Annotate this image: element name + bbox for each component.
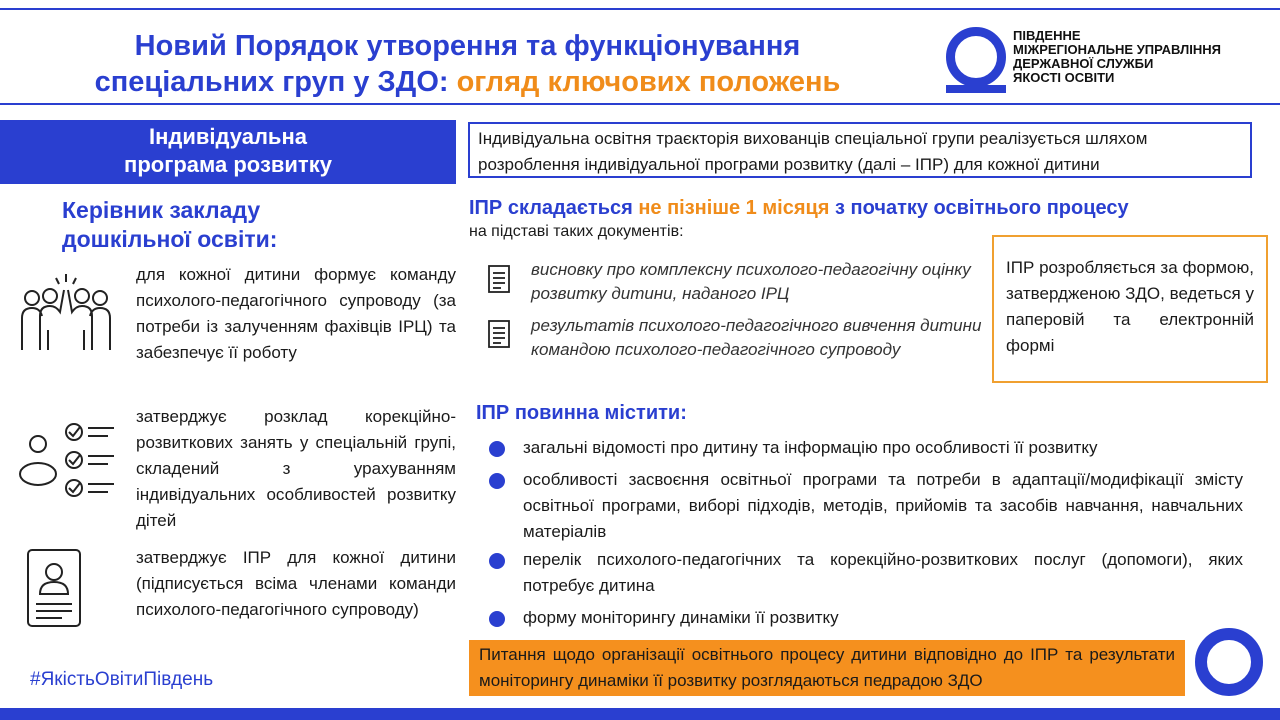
ipr-contents-heading: ІПР повинна містити: bbox=[476, 402, 687, 424]
checklist-icon bbox=[18, 418, 118, 500]
title-line-2-accent: огляд ключових положень bbox=[456, 66, 841, 98]
ipr-title-part: з початку освітнього процесу bbox=[835, 197, 1129, 219]
logo-bar-icon bbox=[946, 85, 1006, 93]
title-line-1: Новий Порядок утворення та функціонування bbox=[134, 30, 801, 62]
ipr-contents-item: загальні відомості про дитину та інформацію про особливості її розвитку bbox=[523, 438, 1098, 457]
bullet-dot bbox=[489, 441, 505, 457]
bullet-dot bbox=[489, 553, 505, 569]
logo-ring-icon bbox=[946, 27, 1006, 87]
ipr-contents-item: форму моніторингу динаміки її розвитку bbox=[523, 608, 839, 627]
document-icon bbox=[484, 263, 514, 295]
brand-ring-icon bbox=[1195, 628, 1263, 696]
org-name bbox=[1013, 29, 1273, 85]
footer-bar bbox=[0, 708, 1280, 720]
section-title-line: програма розвитку bbox=[124, 152, 332, 177]
section-title-line: Індивідуальна bbox=[149, 124, 307, 149]
ipr-subheading: на підставі таких документів: bbox=[469, 223, 684, 240]
ipr-deadline-heading bbox=[469, 196, 1269, 220]
director-duty-schedule: затверджує розклад корекційно-розвиткових занять у спеціальній групі, складений з урахуванням індивідуальних особливостей розвитку дітей bbox=[136, 407, 456, 530]
title-line-2-main: спеціальних груп у ЗДО: bbox=[94, 66, 449, 98]
pedagogical-council-note: Питання щодо організації освітнього процесу дитини відповідно до ІПР та результати моніторингу динаміки її розвитку розглядаються педрадою ЗДО bbox=[469, 640, 1185, 696]
title-line-2 bbox=[0, 64, 935, 100]
director-duty-team: для кожної дитини формує команду психолого-педагогічного супроводу (за потреби із залученням фахівців ІРЦ) та забезпечує її роботу bbox=[136, 265, 456, 362]
profile-card-icon bbox=[26, 548, 82, 628]
document-item: висновку про комплексну психолого-педагогічну оцінку розвитку дитини, наданого ІРЦ bbox=[531, 260, 971, 303]
ipr-title-part: ІПР складається bbox=[469, 197, 633, 219]
director-heading bbox=[62, 196, 362, 254]
team-icon bbox=[18, 272, 114, 352]
bullet-dot bbox=[489, 473, 505, 489]
heading-line: дошкільної освіти: bbox=[62, 226, 278, 252]
bullet-dot bbox=[489, 611, 505, 627]
ipr-contents-item: особливості засвоєння освітньої програми та потреби в адаптації/модифікації змісту освітньої програми, виборі підходів, методів, прийомів та засобів навчання, навчальних матеріалів bbox=[523, 470, 1243, 541]
document-icon bbox=[484, 318, 514, 350]
intro-box: Індивідуальна освітня траєкторія вихованців спеціальної групи реалізується шляхом розроблення індивідуальної програми розвитку (далі – ІПР) для кожної дитини bbox=[468, 122, 1252, 178]
director-duty-approve: затверджує ІПР для кожної дитини (підписується всіма членами команди психолого-педагогічного супроводу) bbox=[136, 548, 456, 619]
ipr-title-deadline: не пізніше 1 місяця bbox=[638, 197, 830, 219]
hashtag-link[interactable]: #ЯкістьОвітиПівдень bbox=[30, 669, 214, 690]
heading-line: Керівник закладу bbox=[62, 197, 261, 223]
org-line: ПІВДЕННЕ bbox=[1013, 28, 1081, 43]
org-line: ЯКОСТІ ОСВІТИ bbox=[1013, 70, 1115, 85]
ipr-contents-item: перелік психолого-педагогічних та корекційно-розвиткових послуг (допомоги), яких потребує дитина bbox=[523, 550, 1243, 595]
header-divider bbox=[0, 103, 1280, 105]
form-note-box: ІПР розробляється за формою, затвердженою ЗДО, ведеться у паперовій та електронній формі bbox=[992, 235, 1268, 383]
org-line: ДЕРЖАВНОЇ СЛУЖБИ bbox=[1013, 56, 1154, 71]
top-divider bbox=[0, 8, 1280, 10]
section-title-box bbox=[0, 120, 456, 184]
org-line: МІЖРЕГІОНАЛЬНЕ УПРАВЛІННЯ bbox=[1013, 42, 1221, 57]
document-item: результатів психолого-педагогічного вивчення дитини командою психолого-педагогічного супроводу bbox=[531, 316, 982, 359]
page-title bbox=[0, 28, 935, 100]
